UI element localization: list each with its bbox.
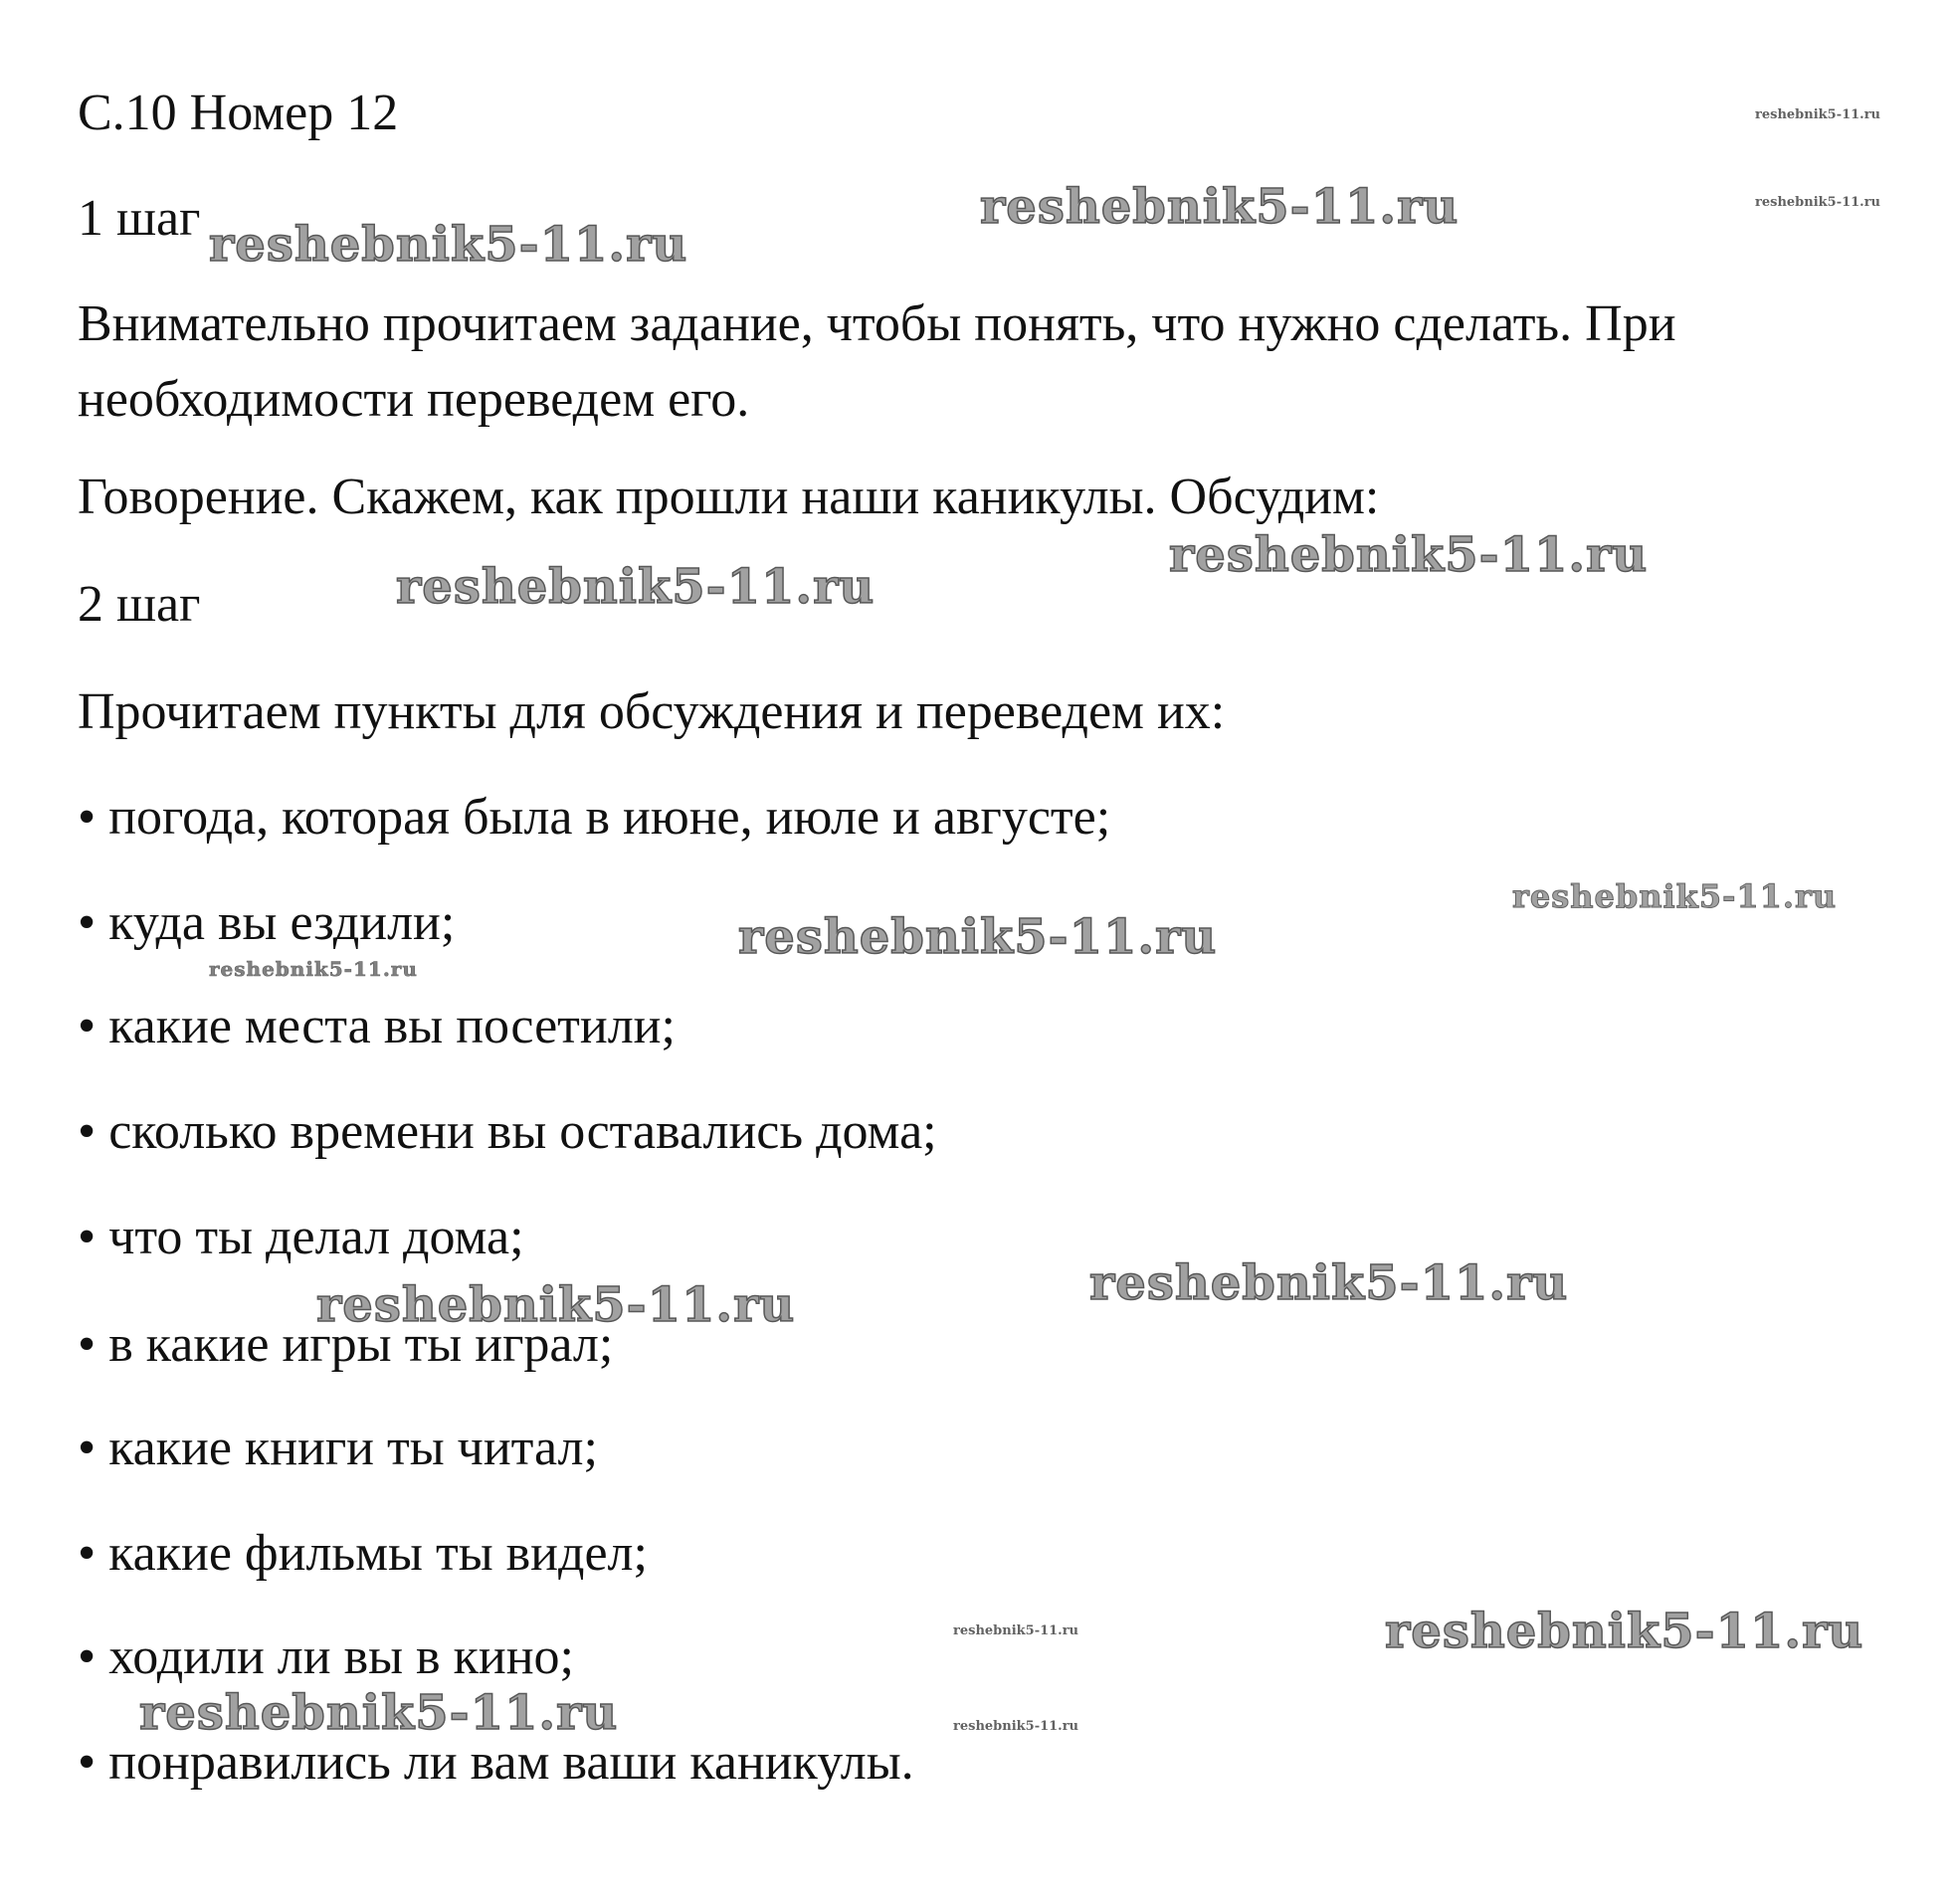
step-2-label: 2 шаг — [78, 576, 201, 633]
bullet-item: • понравились ли вам ваши каникулы. — [78, 1734, 914, 1791]
step-1-text-line-2: необходимости переведем его. — [78, 371, 750, 428]
watermark: reshebnik5-11.ru — [980, 179, 1460, 235]
watermark: reshebnik5-11.ru — [953, 1623, 1079, 1638]
bullet-item: • что ты делал дома; — [78, 1209, 524, 1265]
bullet-item: • какие фильмы ты видел; — [78, 1525, 648, 1582]
watermark: reshebnik5-11.ru — [1089, 1255, 1569, 1311]
bullet-item: • сколько времени вы оставались дома; — [78, 1103, 937, 1160]
page-title: С.10 Номер 12 — [78, 85, 399, 141]
watermark: reshebnik5-11.ru — [396, 559, 876, 615]
bullet-item: • ходили ли вы в кино; — [78, 1628, 574, 1685]
bullet-item: • какие книги ты читал; — [78, 1420, 598, 1476]
bullet-item: • куда вы ездили; — [78, 894, 456, 951]
watermark: reshebnik5-11.ru — [738, 909, 1218, 965]
watermark: reshebnik5-11.ru — [209, 957, 418, 981]
step-2-text: Прочитаем пункты для обсуждения и переведем их: — [78, 683, 1226, 740]
watermark: reshebnik5-11.ru — [953, 1719, 1079, 1734]
bullet-item: • в какие игры ты играл; — [78, 1316, 614, 1373]
speaking-task-text: Говорение. Скажем, как прошли наши каникулы. Обсудим: — [78, 469, 1380, 525]
watermark: reshebnik5-11.ru — [1385, 1604, 1864, 1659]
bullet-item: • какие места вы посетили; — [78, 998, 676, 1054]
watermark: reshebnik5-11.ru — [316, 1277, 796, 1333]
bullet-item: • погода, которая была в июне, июле и августе; — [78, 789, 1111, 846]
watermark: reshebnik5-11.ru — [1169, 527, 1649, 583]
step-1-label: 1 шаг — [78, 190, 201, 247]
watermark: reshebnik5-11.ru — [139, 1685, 619, 1741]
step-1-text-line-1: Внимательно прочитаем задание, чтобы понять, что нужно сделать. При — [78, 295, 1676, 352]
watermark: reshebnik5-11.ru — [1512, 877, 1838, 915]
watermark: reshebnik5-11.ru — [209, 217, 688, 273]
watermark: reshebnik5-11.ru — [1755, 195, 1881, 210]
watermark: reshebnik5-11.ru — [1755, 107, 1881, 122]
